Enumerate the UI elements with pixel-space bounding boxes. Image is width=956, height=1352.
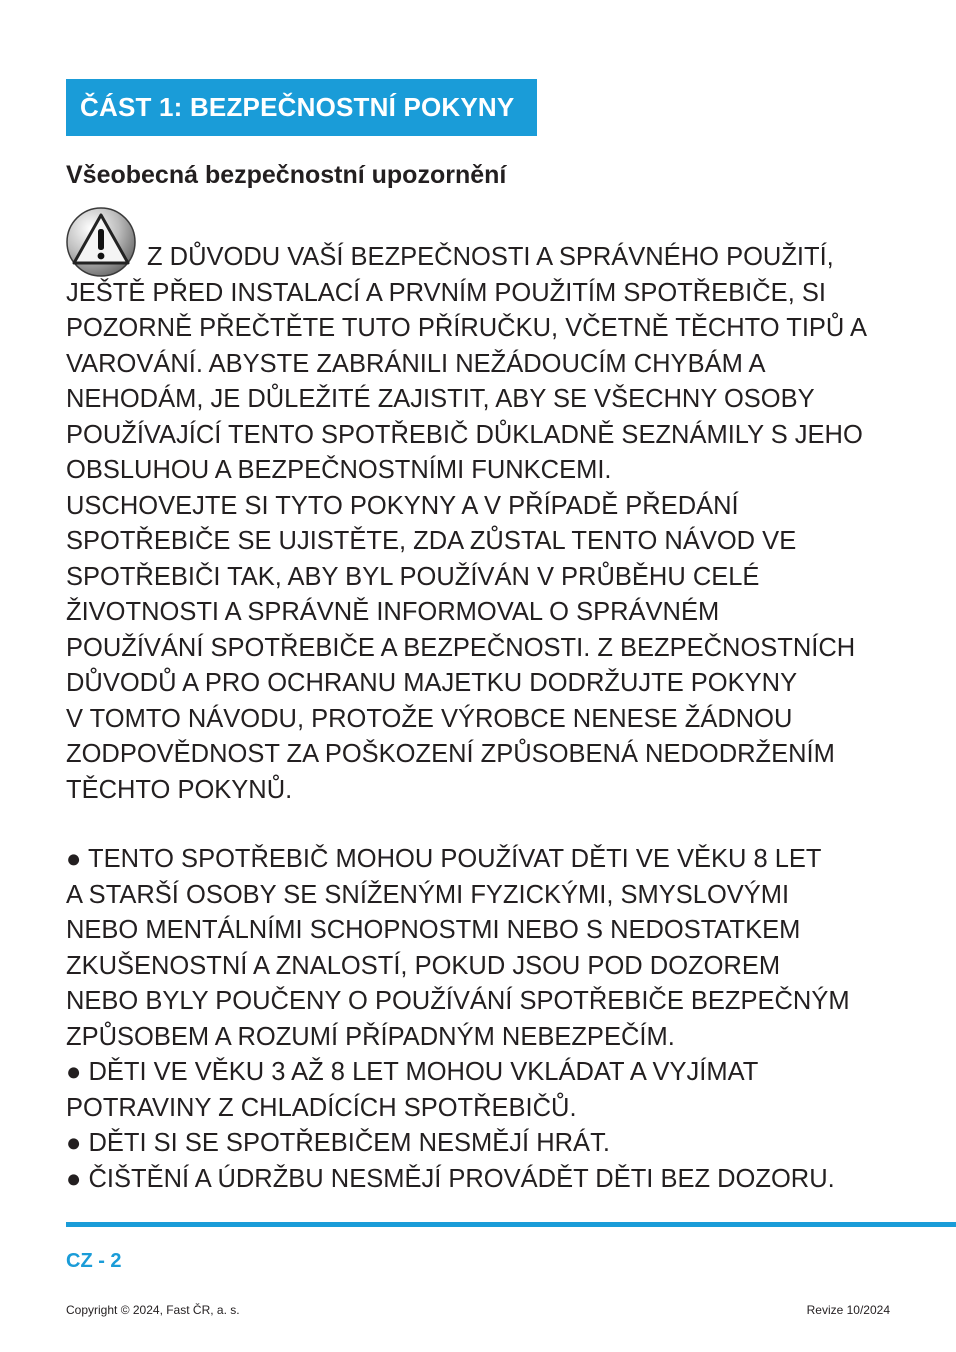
copyright-notice: Copyright © 2024, Fast ČR, a. s. bbox=[66, 1303, 240, 1317]
revision-label: Revize 10/2024 bbox=[806, 1303, 890, 1317]
intro-line: OBSLUHOU A BEZPEČNOSTNÍMI FUNKCEMI. bbox=[66, 456, 612, 484]
intro-line: TĚCHTO POKYNŮ. bbox=[66, 775, 293, 804]
intro-line: USCHOVEJTE SI TYTO POKYNY A V PŘÍPADĚ PŘEDÁNÍ bbox=[66, 491, 739, 520]
intro-line: ZODPOVĚDNOST ZA POŠKOZENÍ ZPŮSOBENÁ NEDODRŽENÍM bbox=[66, 740, 835, 768]
bullet-line: ZPŮSOBEM A ROZUMÍ PŘÍPADNÝM NEBEZPEČÍM. bbox=[66, 1022, 675, 1051]
intro-line: POZORNĚ PŘEČTĚTE TUTO PŘÍRUČKU, VČETNĚ TĚCHTO TIPŮ A bbox=[66, 314, 868, 342]
intro-line: DŮVODŮ A PRO OCHRANU MAJETKU DODRŽUJTE POKYNY bbox=[66, 669, 798, 697]
intro-line: V TOMTO NÁVODU, PROTOŽE VÝROBCE NENESE ŽÁDNOU bbox=[66, 704, 793, 733]
intro-line: JEŠTĚ PŘED INSTALACÍ A PRVNÍM POUŽITÍM SPOTŘEBIČE, SI bbox=[66, 278, 826, 307]
bullet-line: ● ČIŠTĚNÍ A ÚDRŽBU NESMĚJÍ PROVÁDĚT DĚTI BEZ DOZORU. bbox=[66, 1164, 835, 1193]
bullet-line: ● TENTO SPOTŘEBIČ MOHOU POUŽÍVAT DĚTI VE VĚKU 8 LET bbox=[66, 845, 822, 873]
intro-line: SPOTŘEBIČI TAK, ABY BYL POUŽÍVÁN V PRŮBĚHU CELÉ bbox=[66, 562, 760, 591]
bullet-line: NEBO BYLY POUČENY O POUŽÍVÁNÍ SPOTŘEBIČE BEZPEČNÝM bbox=[66, 987, 850, 1015]
bullet-line: POTRAVINY Z CHLADÍCÍCH SPOTŘEBIČŮ. bbox=[66, 1093, 577, 1122]
intro-line: POUŽÍVÁNÍ SPOTŘEBIČE A BEZPEČNOSTI. Z BEZPEČNOSTNÍCH bbox=[66, 633, 856, 662]
intro-line: POUŽÍVAJÍCÍ TENTO SPOTŘEBIČ DŮKLADNĚ SEZNÁMILY S JEHO bbox=[66, 420, 863, 449]
intro-line: VAROVÁNÍ. ABYSTE ZABRÁNILI NEŽÁDOUCÍM CHYBÁM A bbox=[66, 349, 766, 378]
bullet-line: A STARŠÍ OSOBY SE SNÍŽENÝMI FYZICKÝMI, SMYSLOVÝMI bbox=[66, 880, 790, 909]
subheading: Všeobecná bezpečnostní upozornění bbox=[66, 161, 507, 189]
bullet-list bbox=[66, 842, 850, 1197]
intro-line: NEHODÁM, JE DŮLEŽITÉ ZAJISTIT, ABY SE VŠECHNY OSOBY bbox=[66, 385, 815, 413]
bullet-line: ZKUŠENOSTNÍ A ZNALOSTÍ, POKUD JSOU POD DOZOREM bbox=[66, 951, 781, 980]
intro-line: Z DŮVODU VAŠÍ BEZPEČNOSTI A SPRÁVNÉHO POUŽITÍ, bbox=[147, 243, 834, 271]
bullet-line: NEBO MENTÁLNÍMI SCHOPNOSTMI NEBO S NEDOSTATKEM bbox=[66, 916, 801, 944]
page-number: CZ - 2 bbox=[66, 1250, 122, 1272]
section-title-banner: ČÁST 1: BEZPEČNOSTNÍ POKYNY bbox=[66, 79, 537, 136]
intro-line: SPOTŘEBIČE SE UJISTĚTE, ZDA ZŮSTAL TENTO NÁVOD VE bbox=[66, 527, 797, 555]
intro-line: ŽIVOTNOSTI A SPRÁVNĚ INFORMOVAL O SPRÁVNÉM bbox=[66, 598, 720, 626]
bullet-line: ● DĚTI VE VĚKU 3 AŽ 8 LET MOHOU VKLÁDAT A VYJÍMAT bbox=[66, 1058, 759, 1086]
intro-paragraph bbox=[66, 240, 867, 808]
footer-divider bbox=[66, 1222, 956, 1227]
bullet-line: ● DĚTI SI SE SPOTŘEBIČEM NESMĚJÍ HRÁT. bbox=[66, 1129, 610, 1157]
